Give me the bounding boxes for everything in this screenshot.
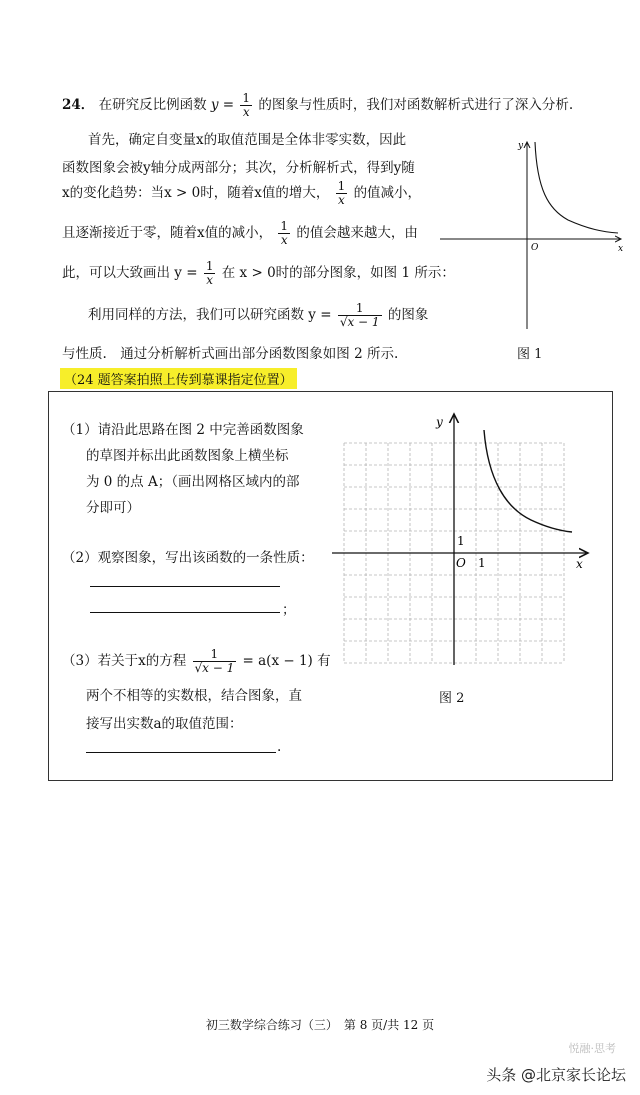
frac-den: √x − 1 — [194, 661, 235, 675]
frac-den: x — [338, 193, 345, 207]
frac-num: 1 — [280, 219, 289, 233]
page-footer: 初三数学综合练习（三） 第 8 页/共 12 页 — [205, 1018, 435, 1032]
fig1-origin: O — [531, 243, 539, 253]
text: （3）若关于x的方程 — [62, 653, 187, 669]
q2-end: ； — [282, 602, 296, 618]
frac-den: √x − 1 — [339, 315, 380, 329]
problem-statement — [62, 92, 573, 119]
q1-line4: 分即可） — [86, 500, 140, 516]
fig1-curve — [535, 142, 618, 233]
frac-num: 1 — [205, 259, 214, 273]
frac-num: 1 — [338, 302, 382, 316]
text: = a(x − 1) 有 — [242, 653, 331, 669]
watermark: 头条 @北京家长论坛 — [486, 1066, 626, 1084]
intro-y: y = — [210, 97, 235, 113]
text: 利用同样的方法，我们可以研究函数 y = — [88, 307, 332, 323]
q2-answer-line-2[interactable] — [90, 612, 280, 613]
fig2-tick-x1: 1 — [478, 556, 486, 570]
text: 在 x > 0时的部分图象，如图 1 所示： — [221, 265, 455, 281]
q2-answer-line-1[interactable] — [90, 586, 280, 587]
q3-line2: 两个不相等的实数根，结合图象，直 — [86, 688, 302, 704]
figure-1 — [438, 134, 628, 334]
q2-line1: （2）观察图象，写出该函数的一条性质： — [62, 550, 314, 566]
q1-line2: 的草图并标出此函数图象上横坐标 — [86, 448, 289, 464]
text: 此，可以大致画出 y = — [62, 265, 198, 281]
q3-line1 — [62, 648, 331, 675]
frac-num: 1 — [242, 91, 251, 105]
fraction — [338, 302, 382, 329]
frac-num: 1 — [193, 648, 237, 662]
para1-line5 — [62, 260, 455, 287]
fraction — [278, 220, 290, 247]
para2-line1 — [88, 302, 428, 329]
text: x的变化趋势：当x > 0时，随着x值的增大， — [62, 185, 330, 201]
para1-line3 — [62, 180, 421, 207]
para1-line4 — [62, 220, 418, 247]
fig2-origin: O — [456, 556, 466, 570]
q1-line1: （1）请沿此思路在图 2 中完善函数图象 — [62, 422, 304, 438]
fraction — [204, 260, 216, 287]
fig2-curve — [484, 430, 572, 532]
para1-line2: 函数图象会被y轴分成两部分；其次，分析解析式，得到y随 — [62, 160, 415, 176]
q1-line3: 为 0 的点 A；（画出网格区域内的部 — [86, 474, 300, 490]
frac-num: 1 — [337, 179, 346, 193]
faint-watermark: 悦融·思考 — [568, 1042, 616, 1055]
fig1-caption: 图 1 — [517, 347, 543, 362]
frac-den: x — [206, 273, 214, 287]
fig1-y-label: y — [518, 141, 524, 151]
intro-text: 在研究反比例函数 — [98, 97, 207, 113]
text: 的值减小， — [353, 185, 422, 201]
para2-line2: 与性质. 通过分析解析式画出部分函数图象如图 2 所示. — [62, 346, 399, 362]
fraction — [336, 180, 348, 207]
upload-note: （24 题答案拍照上传到慕课指定位置） — [60, 368, 297, 389]
fig1-x-label: x — [618, 244, 624, 254]
q3-answer-line[interactable] — [86, 752, 276, 753]
figure-2 — [326, 410, 596, 678]
intro-text-end: 的图象与性质时，我们对函数解析式进行了深入分析. — [258, 97, 574, 113]
q3-line3: 接写出实数a的取值范围： — [86, 716, 243, 732]
fig2-x-label: x — [576, 557, 583, 571]
problem-number: 24． — [62, 97, 95, 113]
fig2-y-label: y — [436, 415, 443, 429]
text: 的值会越来越大，由 — [296, 225, 418, 241]
frac-den: x — [242, 105, 250, 119]
q3-end: . — [277, 739, 282, 755]
text: 的图象 — [387, 307, 429, 323]
frac-den: x — [280, 233, 288, 247]
fraction — [193, 648, 237, 675]
fig2-tick-y1: 1 — [457, 534, 465, 548]
fig2-caption: 图 2 — [439, 691, 465, 706]
para1-line1: 首先，确定自变量x的取值范围是全体非零实数，因此 — [88, 132, 407, 148]
intro-fraction — [240, 92, 252, 119]
text: 且逐渐接近于零，随着x值的减小， — [62, 225, 273, 241]
